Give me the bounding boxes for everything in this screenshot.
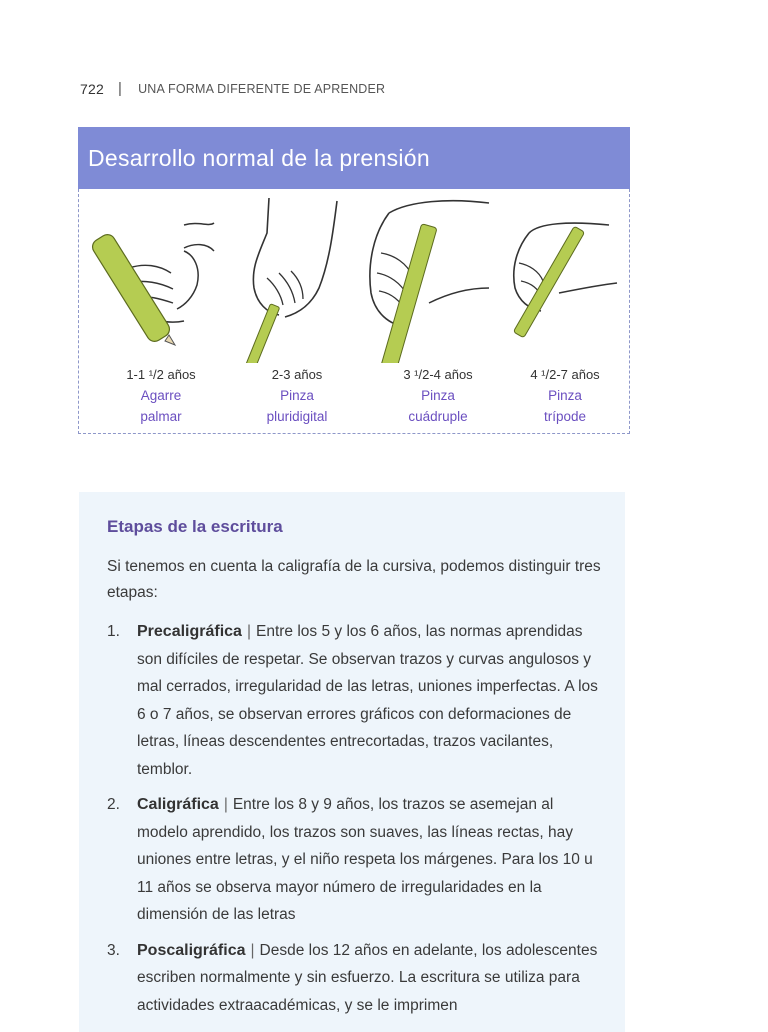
list-item xyxy=(107,618,607,783)
page-number: 722 xyxy=(80,80,104,97)
item-text: Entre los 5 y los 6 años, las normas aprendidas son difíciles de respetar. Se observan trazos y curvas angulosos y mal cerrados, irregularidad de las letras, uniones imperfectas. A los 6 o 7 años, se observan errores gráficos con deformaciones de letras, líneas descendentes entrecortadas, trazos vacilantes, temblor. xyxy=(137,623,598,778)
stage-grip-type: Pinza xyxy=(548,388,582,403)
writing-stages-panel xyxy=(79,492,625,1032)
stage-age: 4 ¹/2-7 años xyxy=(530,367,600,382)
quadruple-grip-illustration xyxy=(370,201,489,363)
item-text: Entre los 8 y 9 años, los trazos se asemejan al modelo aprendido, los trazos son suaves, las líneas rectas, hay uniones entre letras, y el niño respeta los márgenes. Para los 10 u 11 años se observa mayor número de irregularidades en la dimensión de las letras xyxy=(137,796,593,923)
item-separator: | xyxy=(223,796,228,813)
item-number: 2. xyxy=(107,796,120,813)
stage-pluridigital xyxy=(232,365,362,427)
tripod-grip-illustration xyxy=(513,223,617,338)
grip-development-figure xyxy=(78,127,630,435)
stage-tripod xyxy=(500,365,630,427)
item-term: Poscaligráfica xyxy=(137,941,246,959)
stage-age: 1-1 ¹/2 años xyxy=(126,367,196,382)
stage-grip-type: trípode xyxy=(543,409,587,424)
header-separator: | xyxy=(117,80,123,97)
pluridigital-grip-illustration xyxy=(244,198,337,363)
item-term: Precaligráfica xyxy=(137,623,242,640)
figure-title: Desarrollo normal de la prensión xyxy=(78,127,630,189)
list-item xyxy=(107,937,607,1020)
stage-grip-type: palmar xyxy=(140,409,182,424)
item-separator: | xyxy=(250,941,255,959)
stage-grip-type: Agarre xyxy=(140,388,182,403)
panel-intro: Si tenemos en cuenta la caligrafía de la cursiva, podemos distinguir tres etapas: xyxy=(107,558,601,601)
stage-quadruple xyxy=(373,365,503,427)
stage-grip-type: Pinza xyxy=(280,388,314,403)
stages-list xyxy=(107,618,607,1027)
item-text: Desde los 12 años en adelante, los adolescentes escriben normalmente y sin esfuerzo. La escritura se utiliza para actividades extraacadémicas, y se le imprimen xyxy=(137,941,598,1014)
figure-body xyxy=(78,189,630,434)
item-number: 1. xyxy=(107,623,120,640)
stage-grip-type: Pinza xyxy=(421,388,455,403)
stage-age: 2-3 años xyxy=(271,367,323,382)
item-separator: | xyxy=(246,623,251,640)
grip-illustrations xyxy=(89,193,619,363)
item-number: 3. xyxy=(107,941,120,959)
panel-title: Etapas de la escritura xyxy=(107,517,283,536)
page-header xyxy=(80,80,385,97)
stage-palmar xyxy=(96,365,226,427)
item-term: Caligráfica xyxy=(137,796,219,813)
stage-grip-type: cuádruple xyxy=(408,409,468,424)
list-item xyxy=(107,791,607,929)
running-title: UNA FORMA DIFERENTE DE APRENDER xyxy=(138,81,386,96)
stage-age: 3 ¹/2-4 años xyxy=(403,367,473,382)
palmar-grip-illustration xyxy=(90,223,214,345)
stage-grip-type: pluridigital xyxy=(266,409,328,424)
